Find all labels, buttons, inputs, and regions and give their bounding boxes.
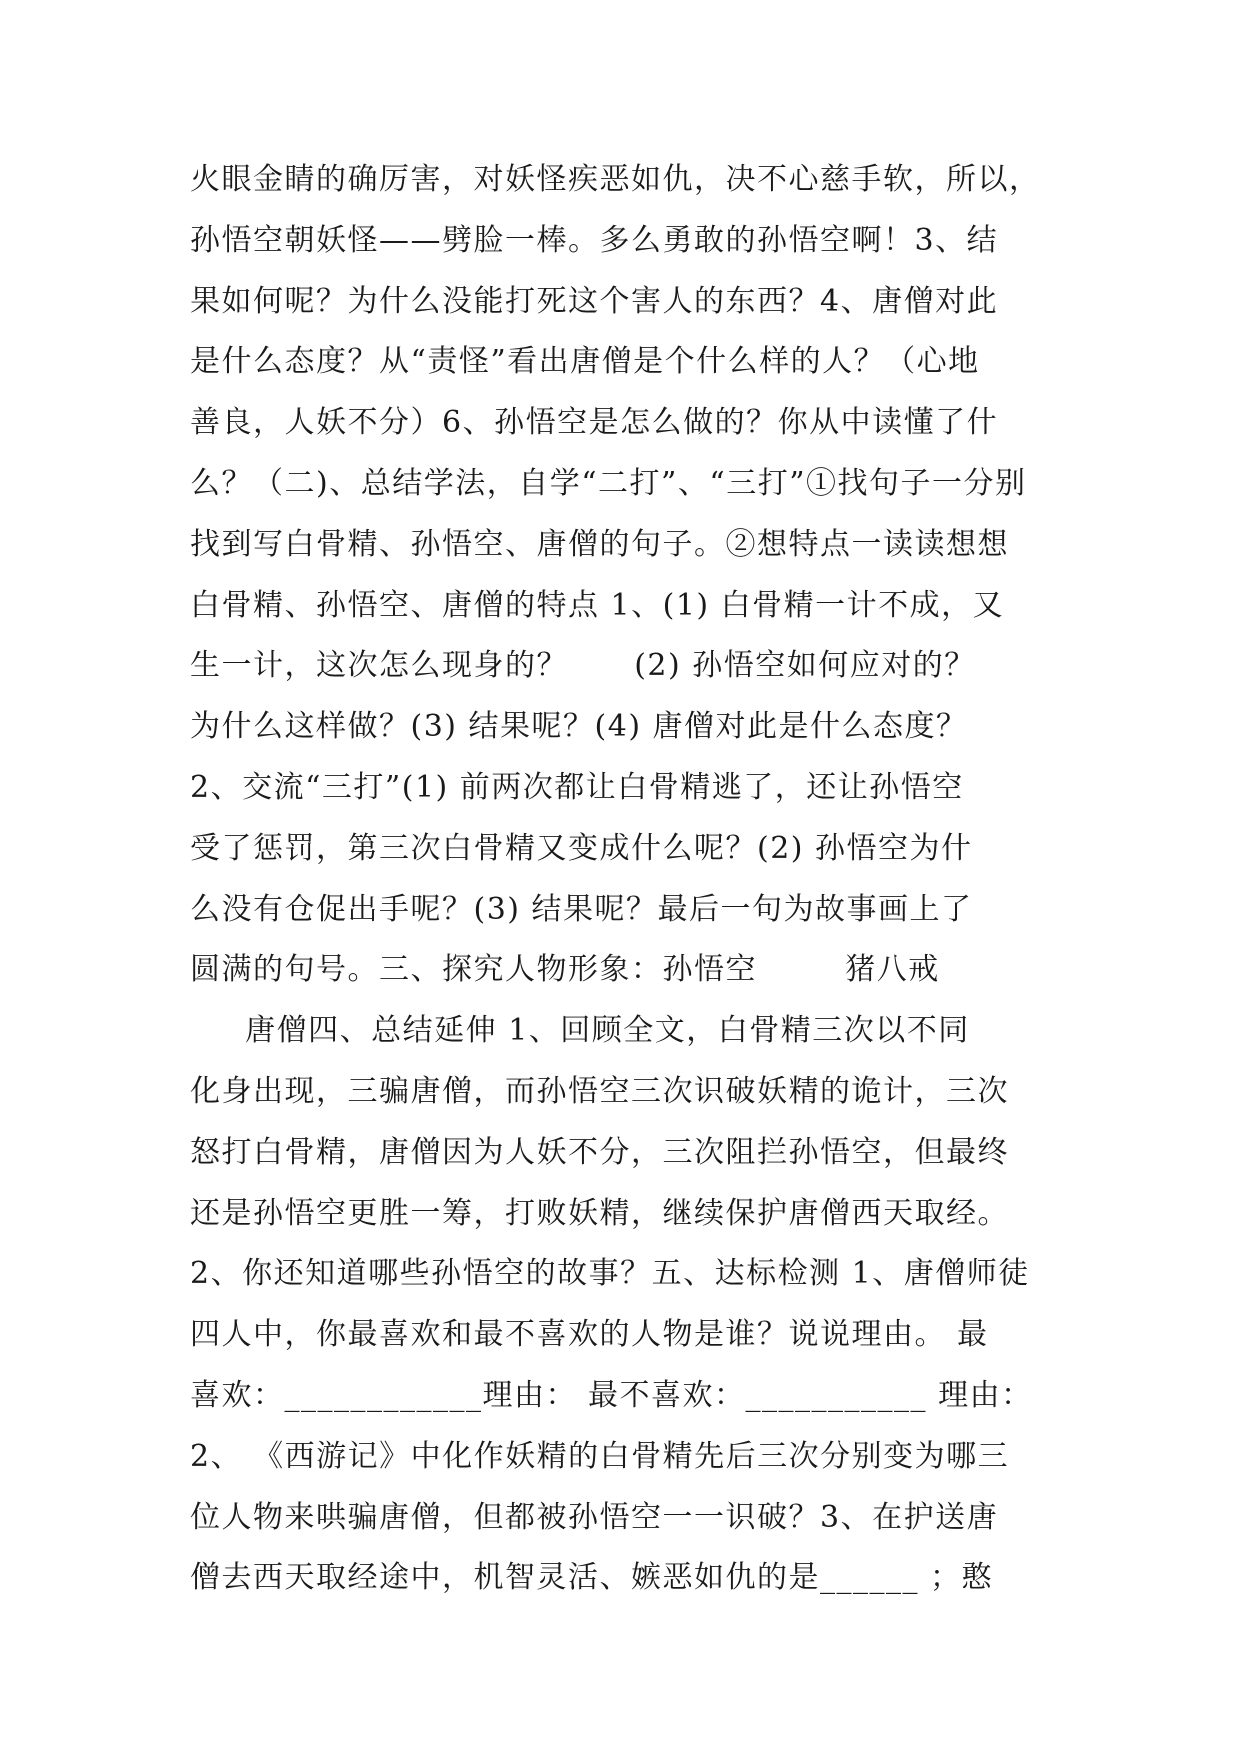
text-line-8: 白骨精、孙悟空、唐僧的特点 1、(1) 白骨精一计不成，又 — [190, 587, 1005, 623]
text-line-5: 善良，人妖不分）6、孙悟空是怎么做的？你从中读懂了什 — [190, 405, 999, 441]
text-line-10: 为什么这样做？(3) 结果呢？(4) 唐僧对此是什么态度？ — [190, 709, 968, 745]
text-line-19: 2、你还知道哪些孙悟空的故事？五、达标检测 1、唐僧师徒 — [190, 1256, 1030, 1292]
text-line-20: 四人中，你最喜欢和最不喜欢的人物是谁？说说理由。 最 — [190, 1317, 989, 1353]
text-line-24: 僧去西天取经途中，机智灵活、嫉恶如仇的是______ ；憨 — [190, 1560, 994, 1596]
text-line-3: 果如何呢？为什么没能打死这个害人的东西？4、唐僧对此 — [190, 283, 999, 319]
text-line-22: 2、 《西游记》中化作妖精的白骨精先后三次分别变为哪三 — [190, 1438, 1010, 1474]
text-line-21: 喜欢：____________理由： 最不喜欢：___________ 理由： — [190, 1377, 1033, 1413]
text-line-13: 么没有仓促出手呢？(3) 结果呢？最后一句为故事画上了 — [190, 891, 973, 927]
text-line-2: 孙悟空朝妖怪——劈脸一棒。多么勇敢的孙悟空啊！3、结 — [190, 222, 999, 258]
text-line-1: 火眼金睛的确厉害，对妖怪疾恶如仇，决不心慈手软，所以， — [190, 162, 1041, 197]
text-line-7: 找到写白骨精、孙悟空、唐僧的句子。②想特点一读读想想 — [190, 526, 1009, 562]
text-line-9: 生一计，这次怎么现身的？ (2) 孙悟空如何应对的？ — [190, 648, 976, 684]
text-line-18: 还是孙悟空更胜一筹，打败妖精，继续保护唐僧西天取经。 — [190, 1195, 1009, 1231]
text-line-11: 2、交流“三打”(1) 前两次都让白骨精逃了，还让孙悟空 — [190, 769, 964, 805]
text-line-23: 位人物来哄骗唐僧，但都被孙悟空一一识破？3、在护送唐 — [190, 1499, 999, 1535]
text-line-16: 化身出现，三骗唐僧，而孙悟空三次识破妖精的诡计，三次 — [190, 1073, 1009, 1109]
text-line-12: 受了惩罚，第三次白骨精又变成什么呢？(2) 孙悟空为什 — [190, 830, 973, 866]
text-line-14: 圆满的句号。三、探究人物形象：孙悟空 猪八戒 — [190, 952, 940, 988]
body-text — [190, 150, 1070, 1609]
text-line-4: 是什么态度？从“责怪”看出唐僧是个什么样的人？（心地 — [190, 344, 980, 380]
text-line-17: 怒打白骨精，唐僧因为人妖不分，三次阻拦孙悟空，但最终 — [190, 1134, 1009, 1170]
text-line-15: 唐僧四、总结延伸 1、回顾全文，白骨精三次以不同 — [190, 1013, 970, 1049]
text-line-6: 么？（二)、总结学法，自学“二打”、“三打”①找句子一分别 — [190, 465, 1027, 501]
